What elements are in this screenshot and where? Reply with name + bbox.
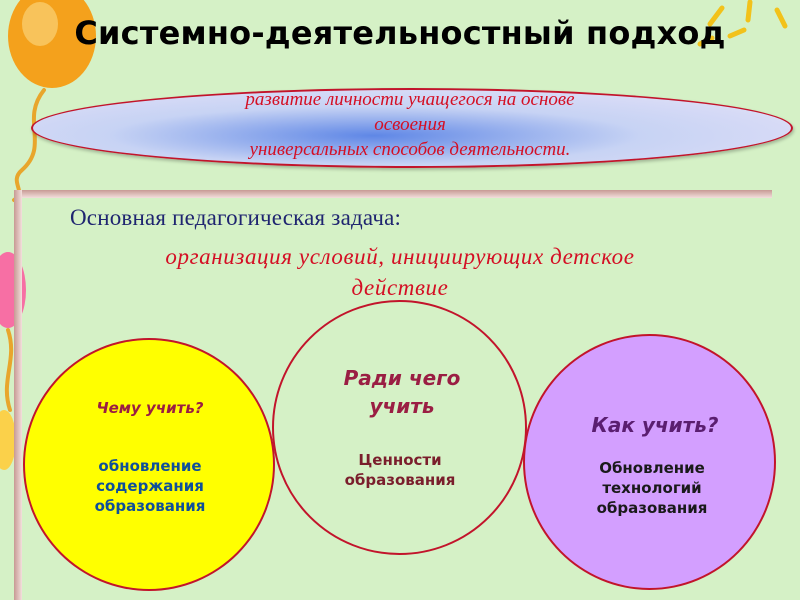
banner-line: развитие личности учащегося на основе <box>245 89 575 110</box>
answer-line: образования <box>94 497 206 515</box>
answer-line: обновление <box>98 457 202 475</box>
answer-what-to-teach <box>60 456 240 516</box>
frame-left-border <box>14 190 22 600</box>
task-description <box>60 241 740 303</box>
answer-line: образования <box>344 471 456 489</box>
banner-text <box>160 87 660 162</box>
banner-line: освоения <box>374 114 446 135</box>
question-line: Ради чего <box>343 366 461 390</box>
banner-line: универсальных способов деятельности. <box>249 139 571 160</box>
answer-how-to-teach <box>567 458 737 518</box>
task-label: Основная педагогическая задача: <box>70 205 402 230</box>
balloon-string-icon <box>7 90 44 410</box>
frame-top-border <box>14 190 772 198</box>
answer-line: Ценности <box>358 451 442 469</box>
answer-line: образования <box>596 499 708 517</box>
question-why-teach <box>322 364 482 420</box>
question-what-to-teach: Чему учить? <box>96 399 204 417</box>
task-line: действие <box>351 275 449 300</box>
answer-line: Обновление <box>599 459 705 477</box>
question-how-to-teach: Как учить? <box>591 413 719 437</box>
question-line: учить <box>369 394 435 418</box>
answer-why-teach <box>315 450 485 490</box>
circle-why-teach <box>272 300 527 555</box>
task-line: организация условий, инициирующих детское <box>165 244 635 269</box>
answer-line: технологий <box>602 479 702 497</box>
answer-line: содержания <box>96 477 204 495</box>
slide-title: Системно-деятельностный подход <box>74 14 726 52</box>
